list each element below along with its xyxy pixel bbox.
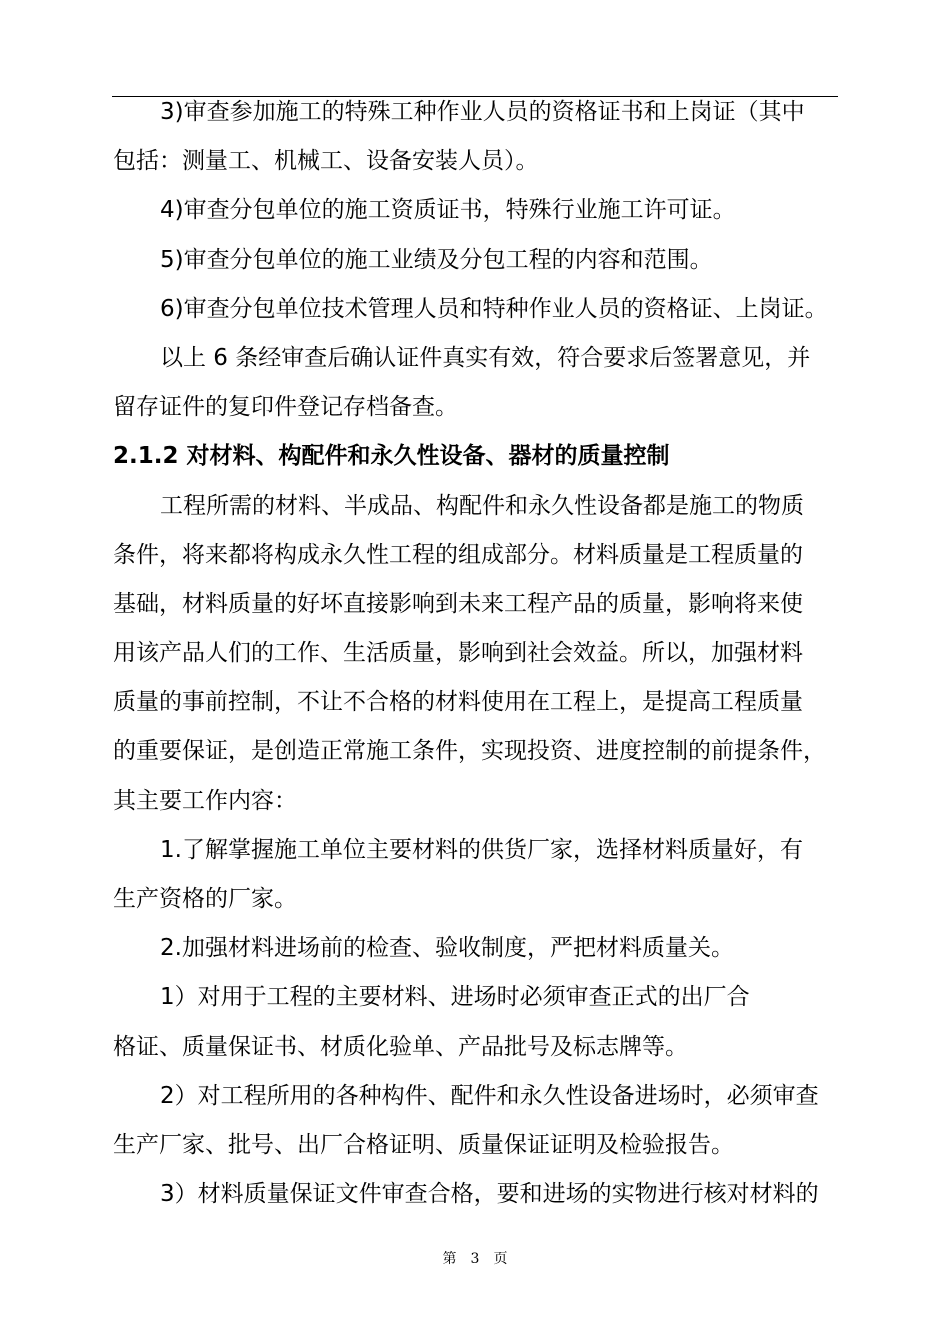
page-suffix: 页 (493, 1251, 508, 1267)
paragraph-line: 生产资格的厂家。 (113, 886, 297, 912)
paragraph-line: 其主要工作内容： (113, 787, 297, 814)
paragraph-line: 留存证件的复印件登记存档备查。 (113, 394, 458, 421)
paragraph-line: 条件，将来都将构成永久性工程的组成部分。材料质量是工程质量的 (113, 541, 803, 568)
paragraph-line: 基础，材料质量的好坏直接影响到未来工程产品的质量，影响将来使 (113, 590, 803, 617)
page-number: 3 (470, 1251, 480, 1267)
paragraph-line: 格证、质量保证书、材质化验单、产品批号及标志牌等。 (113, 1033, 688, 1060)
page-prefix: 第 (442, 1251, 457, 1267)
paragraph-line: 5)审查分包单位的施工业绩及分包工程的内容和范围。 (160, 246, 713, 273)
paragraph-line: 6)审查分包单位技术管理人员和特种作业人员的资格证、上岗证。 (160, 295, 828, 322)
paragraph-line: 3)审查参加施工的特殊工种作业人员的资格证书和上岗证（其中 (160, 99, 805, 125)
paragraph-line: 以上 6 条经审查后确认证件真实有效，符合要求后签署意见，并 (160, 344, 811, 371)
paragraph-line: 3）材料质量保证文件审查合格，要和进场的实物进行核对材料的 (160, 1181, 819, 1208)
paragraph-line: 质量的事前控制，不让不合格的材料使用在工程上，是提高工程质量 (113, 689, 803, 716)
paragraph-line: 包括：测量工、机械工、设备安装人员）。 (113, 148, 539, 175)
paragraph-line: 生产厂家、批号、出厂合格证明、质量保证证明及检验报告。 (113, 1131, 734, 1158)
document-body (113, 88, 843, 1219)
page-footer (0, 1248, 950, 1268)
paragraph-line: 用该产品人们的工作、生活质量，影响到社会效益。所以，加强材料 (113, 640, 803, 667)
paragraph-line: 4)审查分包单位的施工资质证书，特殊行业施工许可证。 (160, 197, 736, 224)
paragraph-line: 2.加强材料进场前的检查、验收制度，严把材料质量关。 (160, 935, 734, 962)
paragraph-line: 1.了解掌握施工单位主要材料的供货厂家，选择材料质量好，有 (160, 836, 803, 863)
section-heading: 2.1.2 对材料、构配件和永久性设备、器材的质量控制 (113, 443, 670, 470)
paragraph-line: 1）对用于工程的主要材料、进场时必须审查正式的出厂合 (160, 984, 750, 1011)
paragraph-line: 工程所需的材料、半成品、构配件和永久性设备都是施工的物质 (160, 492, 804, 519)
paragraph-line: 的重要保证，是创造正常施工条件，实现投资、进度控制的前提条件， (113, 738, 826, 765)
paragraph-line: 2）对工程所用的各种构件、配件和永久性设备进场时，必须审查 (160, 1082, 819, 1109)
